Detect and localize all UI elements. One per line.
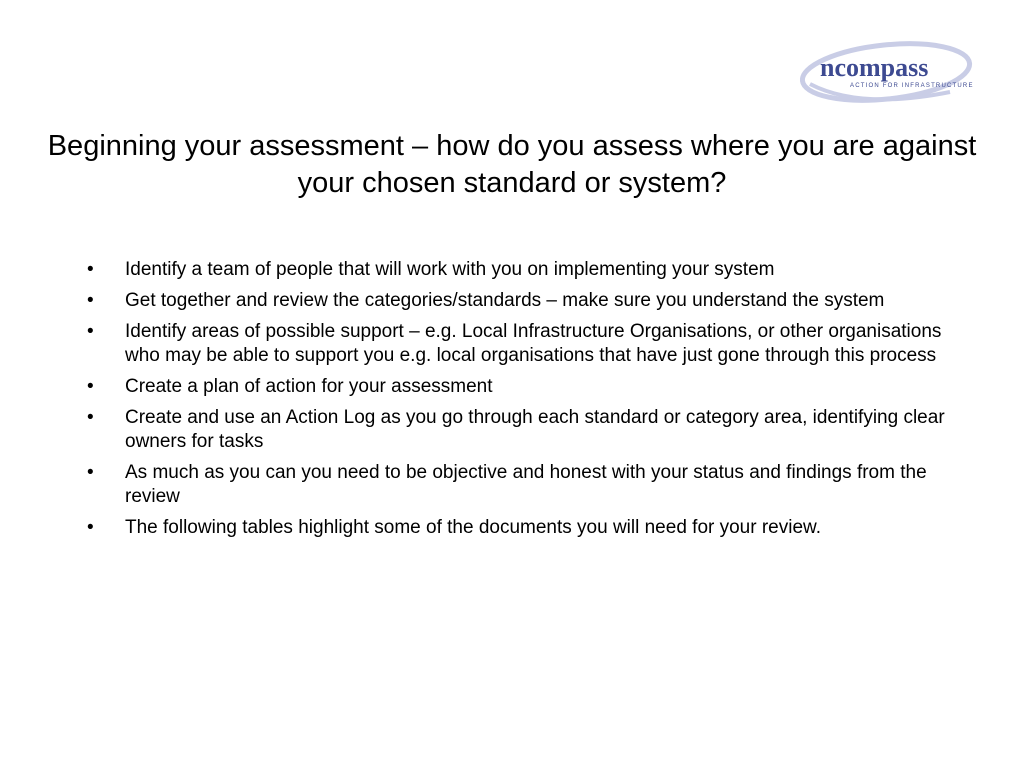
bullet-item (82, 258, 952, 282)
bullet-item (82, 461, 952, 509)
bullet-marker: • (87, 462, 94, 483)
bullet-text: Create and use an Action Log as you go through each standard or category area, identifying clear owners for tasks (125, 407, 945, 452)
bullet-item (82, 516, 952, 540)
bullet-text: The following tables highlight some of the documents you will need for your review. (125, 517, 821, 538)
ncompass-logo-graphic (800, 40, 984, 106)
bullet-marker: • (87, 517, 94, 538)
bullet-marker: • (87, 290, 94, 311)
logo-wordmark: ncompass (820, 53, 929, 82)
bullet-list (82, 258, 952, 547)
bullet-item (82, 375, 952, 399)
bullet-text: As much as you can you need to be objective and honest with your status and findings from the review (125, 462, 927, 507)
slide-title: Beginning your assessment – how do you assess where you are against your chosen standard or system? (47, 130, 977, 199)
bullet-text: Identify a team of people that will work with you on implementing your system (125, 259, 775, 280)
logo-tagline: ACTION FOR INFRASTRUCTURE (850, 83, 974, 89)
bullet-item (82, 320, 952, 368)
bullet-text: Identify areas of possible support – e.g. Local Infrastructure Organisations, or other organisations who may be able to support you e.g. local organisations that have just gone through this process (125, 321, 942, 366)
bullet-marker: • (87, 407, 94, 428)
bullet-marker: • (87, 259, 94, 280)
bullet-marker: • (87, 321, 94, 342)
bullet-marker: • (87, 376, 94, 397)
ncompass-logo (800, 40, 984, 106)
bullet-item (82, 406, 952, 454)
bullet-text: Get together and review the categories/standards – make sure you understand the system (125, 290, 885, 311)
bullet-item (82, 289, 952, 313)
bullet-text: Create a plan of action for your assessment (125, 376, 493, 397)
